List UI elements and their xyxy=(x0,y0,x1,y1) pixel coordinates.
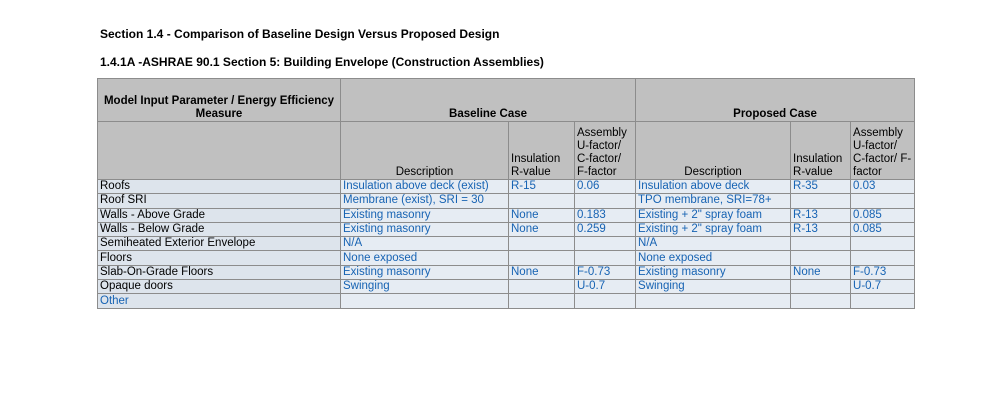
cell-b-ins xyxy=(509,237,575,251)
cell-p-ins xyxy=(791,251,851,265)
cell-b-asm xyxy=(575,294,636,308)
cell-p-ins: R-35 xyxy=(791,180,851,194)
baseline-description-header: Description xyxy=(341,122,509,180)
cell-b-asm: 0.183 xyxy=(575,208,636,222)
cell-p-asm xyxy=(851,194,915,208)
table-row xyxy=(98,180,915,194)
cell-b-desc: Membrane (exist), SRI = 30 xyxy=(341,194,509,208)
cell-p-ins xyxy=(791,194,851,208)
table-row xyxy=(98,251,915,265)
cell-b-desc: N/A xyxy=(341,237,509,251)
baseline-assembly-header: Assembly U-factor/ C-factor/ F-factor xyxy=(575,122,636,180)
row-parameter: Opaque doors xyxy=(98,280,341,294)
cell-p-asm: U-0.7 xyxy=(851,280,915,294)
cell-b-asm: 0.259 xyxy=(575,222,636,236)
cell-p-desc: Existing + 2" spray foam xyxy=(636,222,791,236)
param-header: Model Input Parameter / Energy Efficiency Measure xyxy=(98,79,341,122)
cell-p-desc: None exposed xyxy=(636,251,791,265)
cell-p-ins xyxy=(791,280,851,294)
proposed-assembly-header: Assembly U-factor/ C-factor/ F-factor xyxy=(851,122,915,180)
cell-p-desc: Existing + 2" spray foam xyxy=(636,208,791,222)
table-row xyxy=(98,237,915,251)
envelope-comparison-table xyxy=(97,78,915,309)
cell-p-asm xyxy=(851,237,915,251)
cell-b-ins: None xyxy=(509,265,575,279)
cell-p-desc xyxy=(636,294,791,308)
cell-b-asm xyxy=(575,251,636,265)
cell-b-desc: Swinging xyxy=(341,280,509,294)
cell-p-asm xyxy=(851,251,915,265)
cell-p-asm: 0.085 xyxy=(851,222,915,236)
cell-b-desc: Existing masonry xyxy=(341,265,509,279)
cell-b-ins xyxy=(509,251,575,265)
table-row xyxy=(98,194,915,208)
param-subheader xyxy=(98,122,341,180)
cell-b-ins: None xyxy=(509,222,575,236)
row-parameter: Walls - Above Grade xyxy=(98,208,341,222)
cell-p-ins: None xyxy=(791,265,851,279)
row-parameter: Walls - Below Grade xyxy=(98,222,341,236)
cell-b-asm xyxy=(575,194,636,208)
table-row xyxy=(98,208,915,222)
cell-p-desc: Existing masonry xyxy=(636,265,791,279)
row-parameter: Roof SRI xyxy=(98,194,341,208)
cell-p-ins xyxy=(791,237,851,251)
cell-b-desc: None exposed xyxy=(341,251,509,265)
cell-p-desc: Insulation above deck xyxy=(636,180,791,194)
section-title: Section 1.4 - Comparison of Baseline Design Versus Proposed Design xyxy=(100,27,500,41)
cell-p-desc: TPO membrane, SRI=78+ xyxy=(636,194,791,208)
row-parameter: Roofs xyxy=(98,180,341,194)
row-parameter: Floors xyxy=(98,251,341,265)
cell-b-ins: None xyxy=(509,208,575,222)
subsection-title: 1.4.1A -ASHRAE 90.1 Section 5: Building Envelope (Construction Assemblies) xyxy=(100,55,544,69)
cell-p-asm xyxy=(851,294,915,308)
row-parameter: Slab-On-Grade Floors xyxy=(98,265,341,279)
cell-p-ins: R-13 xyxy=(791,208,851,222)
table-row xyxy=(98,294,915,308)
cell-b-asm: 0.06 xyxy=(575,180,636,194)
cell-p-desc: Swinging xyxy=(636,280,791,294)
cell-b-ins xyxy=(509,194,575,208)
cell-b-desc: Existing masonry xyxy=(341,222,509,236)
cell-b-asm: F-0.73 xyxy=(575,265,636,279)
proposed-header: Proposed Case xyxy=(636,79,915,122)
cell-p-ins: R-13 xyxy=(791,222,851,236)
cell-b-desc: Insulation above deck (exist) xyxy=(341,180,509,194)
cell-b-asm: U-0.7 xyxy=(575,280,636,294)
table-row xyxy=(98,280,915,294)
row-parameter: Semiheated Exterior Envelope xyxy=(98,237,341,251)
baseline-insulation-header: Insulation R-value xyxy=(509,122,575,180)
cell-b-desc: Existing masonry xyxy=(341,208,509,222)
cell-p-ins xyxy=(791,294,851,308)
cell-p-asm: F-0.73 xyxy=(851,265,915,279)
cell-p-desc: N/A xyxy=(636,237,791,251)
row-parameter: Other xyxy=(98,294,341,308)
cell-b-desc xyxy=(341,294,509,308)
table-row xyxy=(98,265,915,279)
table-row xyxy=(98,222,915,236)
cell-p-asm: 0.03 xyxy=(851,180,915,194)
cell-b-ins xyxy=(509,294,575,308)
proposed-description-header: Description xyxy=(636,122,791,180)
cell-p-asm: 0.085 xyxy=(851,208,915,222)
proposed-insulation-header: Insulation R-value xyxy=(791,122,851,180)
cell-b-asm xyxy=(575,237,636,251)
baseline-header: Baseline Case xyxy=(341,79,636,122)
cell-b-ins: R-15 xyxy=(509,180,575,194)
cell-b-ins xyxy=(509,280,575,294)
